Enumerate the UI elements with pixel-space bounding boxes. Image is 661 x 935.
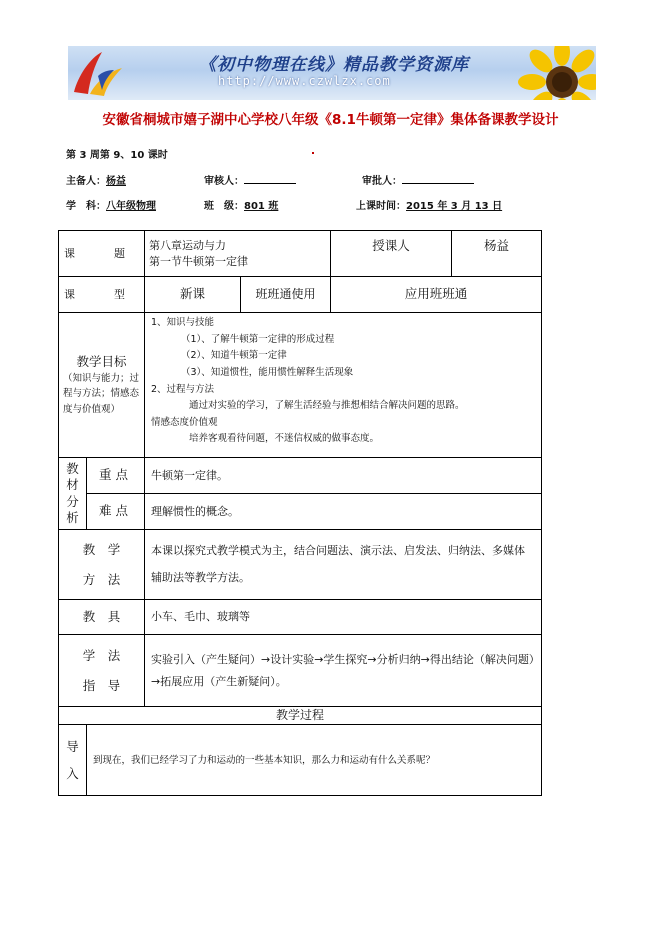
- week-info: 第 3 周第 9、10 课时: [66, 150, 168, 161]
- analysis-label: 教材分析: [59, 458, 87, 530]
- key-value: 牛顿第一定律。: [145, 458, 542, 494]
- process-row: [59, 707, 542, 725]
- intro-label: 导入: [59, 725, 87, 796]
- reviewer-label: 审核人：: [204, 176, 244, 187]
- study-value: 实验引入（产生疑问）→设计实验→学生探究→分析归纳→得出结论（解决问题）→拓展应用（产生新疑问）。: [145, 635, 542, 707]
- tools-label: 教 具: [59, 600, 145, 635]
- type-row: [59, 277, 542, 313]
- difficulty-row: [59, 494, 542, 530]
- method-label-cell: [59, 530, 145, 600]
- tools-value: 小车、毛巾、玻璃等: [145, 600, 542, 635]
- method-value: 本课以探究式教学模式为主，结合问题法、演示法、启发法、归纳法、多媒体辅助法等教学方法。: [145, 530, 542, 600]
- subject-label: 学 科：: [66, 201, 106, 212]
- intro-value: 到现在，我们已经学习了力和运动的一些基本知识，那么力和运动有什么关系呢？: [87, 725, 542, 796]
- approver: [362, 172, 474, 187]
- class-date: [356, 197, 502, 212]
- site-logo: [68, 46, 130, 100]
- class: [204, 197, 278, 212]
- goal-line: （1）、了解牛顿第一定律的形成过程: [181, 333, 335, 345]
- goal-line: 情感态度价值观: [151, 416, 218, 428]
- topic-label: 课 题: [59, 231, 145, 277]
- site-title: 《初中物理在线》精品教学资源库: [199, 55, 469, 75]
- method-row: [59, 530, 542, 600]
- chief-value: 杨益: [106, 176, 126, 187]
- decorative-dot: [312, 152, 314, 154]
- difficulty-label: 难点: [87, 494, 145, 530]
- study-label-1: 学 法: [82, 647, 121, 663]
- goal-line: （3）、知道惯性，能用惯性解释生活现象: [181, 366, 354, 378]
- reviewer-blank: [244, 173, 296, 184]
- teacher-value: 杨益: [452, 231, 542, 277]
- goals-row: [59, 313, 542, 458]
- goal-line: 1、知识与技能: [151, 317, 215, 328]
- goals-content: [145, 313, 542, 458]
- process-heading: 教学过程: [59, 707, 542, 725]
- type-class-pass: 班班通使用: [241, 277, 331, 313]
- method-label-2: 方 法: [82, 571, 121, 587]
- study-label-cell: [59, 635, 145, 707]
- chief-preparer: [66, 172, 126, 187]
- method-label-1: 教 学: [82, 541, 121, 557]
- study-row: [59, 635, 542, 707]
- page-title: 安徽省桐城市嬉子湖中心学校八年级《8.1牛顿第一定律》集体备课教学设计: [102, 112, 559, 128]
- goals-label-cell: [59, 313, 145, 458]
- site-url[interactable]: http://www.czwlzx.com: [218, 74, 391, 88]
- header-banner: [68, 46, 596, 100]
- class-label: 班 级：: [204, 201, 244, 212]
- goal-line: （2）、知道牛顿第一定律: [181, 350, 287, 362]
- teacher-label: 授课人: [331, 231, 452, 277]
- key-point-row: [59, 458, 542, 494]
- topic-line-2: 第一节牛顿第一定律: [149, 254, 248, 268]
- topic-cell: [145, 231, 331, 277]
- topic-line-1: 第八章运动与力: [149, 238, 226, 252]
- lesson-plan-table: [58, 230, 542, 796]
- difficulty-value: 理解惯性的概念。: [145, 494, 542, 530]
- goal-line: 培养客观看待问题，不迷信权威的做事态度。: [189, 433, 380, 445]
- approver-label: 审批人：: [362, 176, 402, 187]
- tools-row: [59, 600, 542, 635]
- goals-label: 教学目标: [76, 354, 127, 370]
- type-label: 课 型: [59, 277, 145, 313]
- goal-line: 2、过程与方法: [151, 383, 215, 395]
- type-new: 新课: [145, 277, 241, 313]
- subject-value: 八年级物理: [106, 201, 156, 212]
- study-label-2: 指 导: [82, 677, 121, 693]
- sunflower-image: [518, 46, 596, 100]
- reviewer: [204, 172, 296, 187]
- topic-row: [59, 231, 542, 277]
- class-value: 801 班: [244, 201, 279, 212]
- type-apply: 应用班班通: [331, 277, 542, 313]
- goals-sublabel: （知识与能力；过程与方法；情感态度与价值观）: [63, 373, 140, 415]
- subject: [66, 197, 156, 212]
- key-label: 重点: [87, 458, 145, 494]
- approver-blank: [402, 173, 474, 184]
- intro-row: [59, 725, 542, 796]
- chief-label: 主备人：: [66, 176, 106, 187]
- date-value: 2015 年 3 月 13 日: [406, 201, 503, 212]
- date-label: 上课时间：: [356, 201, 406, 212]
- goal-line: 通过对实验的学习，了解生活经验与推想相结合解决问题的思路。: [189, 400, 465, 412]
